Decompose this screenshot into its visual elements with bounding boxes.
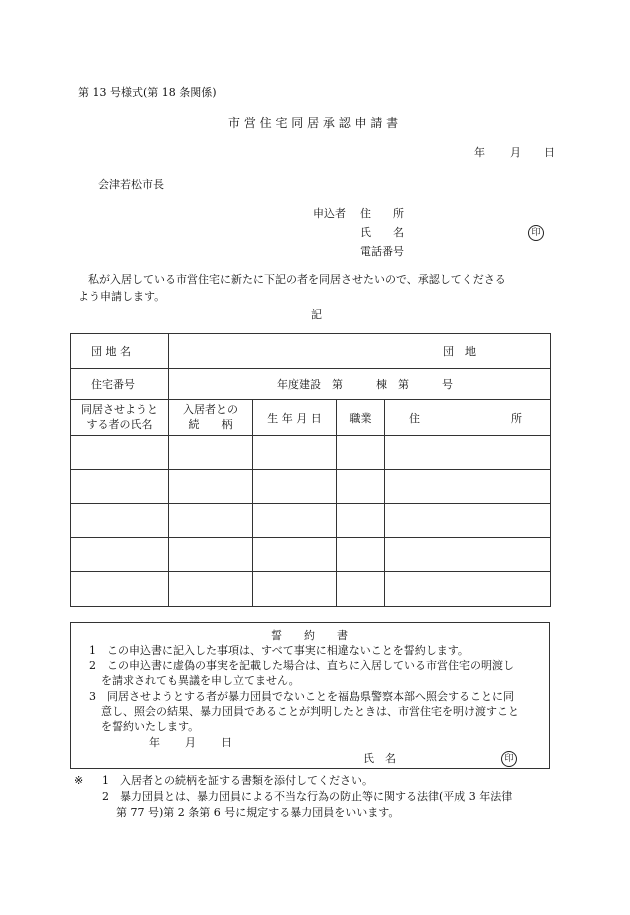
- cohabitant-name-cell[interactable]: [71, 572, 169, 607]
- applicant-label: 申込者: [313, 207, 346, 220]
- table-row: [71, 504, 551, 538]
- date-month: 月: [510, 146, 521, 159]
- relationship-cell[interactable]: [169, 538, 253, 572]
- notes-mark: ※: [74, 774, 84, 787]
- danchi-name-field[interactable]: [169, 334, 551, 369]
- pledge-item-3-line1: 3 同居させようとする者が暴力団員でないことを福島県警察本部へ照会することに同: [89, 690, 514, 703]
- birthdate-cell[interactable]: [253, 436, 337, 470]
- body-text-line2: よう申請します。: [78, 290, 166, 303]
- note-1: 1 入居者との続柄を証する書類を添付してください。: [102, 774, 373, 787]
- occupation-cell[interactable]: [337, 436, 385, 470]
- body-text-line1: 私が入居している市営住宅に新たに下記の者を同居させたいので、承認してくださる: [88, 273, 506, 286]
- birthdate-cell[interactable]: [253, 538, 337, 572]
- relationship-cell[interactable]: [169, 436, 253, 470]
- birthdate-cell[interactable]: [253, 504, 337, 538]
- pledge-date-month: 月: [185, 736, 196, 749]
- note-2-line2: 第 77 号)第 2 条第 6 号に規定する暴力団員をいいます。: [116, 806, 400, 819]
- cohabitant-name-cell[interactable]: [71, 538, 169, 572]
- pledge-item-3-line2: 意し、照会の結果、暴力団員であることが判明したときは、市営住宅を明け渡すこと: [101, 705, 519, 718]
- pledge-item-2-line1: 2 この申込書に虚偽の事実を記載した場合は、直ちに入居している市営住宅の明渡し: [89, 659, 514, 672]
- address-cell[interactable]: [385, 538, 551, 572]
- house-number-field[interactable]: [169, 369, 551, 400]
- relationship-cell[interactable]: [169, 504, 253, 538]
- pledge-item-2-line2: を請求されても異議を申し立てません。: [101, 674, 300, 687]
- occupation-cell[interactable]: [337, 538, 385, 572]
- cohabitant-name-header: 同居させようと する者の氏名: [71, 400, 169, 436]
- pledge-date-year: 年: [149, 736, 160, 749]
- occupation-cell[interactable]: [337, 504, 385, 538]
- occupation-cell[interactable]: [337, 572, 385, 607]
- pledge-title: 誓 約 書: [271, 629, 348, 642]
- pledge-item-3-line3: を誓約いたします。: [101, 720, 200, 733]
- table-header-row: [71, 400, 551, 436]
- danchi-suffix: 団 地: [443, 345, 476, 358]
- pledge-item-1: 1 この申込書に記入した事項は、すべて事実に相違ないことを誓約します。: [89, 644, 469, 657]
- applicant-seal-icon: 印: [528, 225, 544, 241]
- birthdate-cell[interactable]: [253, 572, 337, 607]
- birthdate-cell[interactable]: [253, 470, 337, 504]
- date-day: 日: [544, 146, 555, 159]
- table-row: [71, 538, 551, 572]
- occupation-cell[interactable]: [337, 470, 385, 504]
- date-year: 年: [474, 146, 485, 159]
- applicant-phone-label: 電話番号: [360, 245, 404, 258]
- cohabitant-name-cell[interactable]: [71, 504, 169, 538]
- relationship-cell[interactable]: [169, 572, 253, 607]
- page-title: 市 営 住 宅 同 居 承 認 申 請 書: [228, 116, 399, 130]
- table-row: [71, 436, 551, 470]
- ki-label: 記: [311, 308, 322, 321]
- address-cell[interactable]: [385, 504, 551, 538]
- cohabitant-table: [70, 333, 551, 607]
- address-cell[interactable]: [385, 470, 551, 504]
- house-number-value: 年度建設 第 棟 第 号: [277, 378, 453, 391]
- table-row: [71, 470, 551, 504]
- address-cell[interactable]: [385, 436, 551, 470]
- pledge-name-label: 氏 名: [363, 752, 396, 765]
- note-2-line1: 2 暴力団員とは、暴力団員による不当な行為の防止等に関する法律(平成 3 年法律: [102, 790, 513, 803]
- address-header: 住 所: [385, 400, 551, 436]
- cohabitant-name-cell[interactable]: [71, 436, 169, 470]
- relationship-header: 入居者との 続 柄: [169, 400, 253, 436]
- relationship-cell[interactable]: [169, 470, 253, 504]
- form-number: 第 13 号様式(第 18 条関係): [78, 86, 217, 99]
- occupation-header: 職業: [337, 400, 385, 436]
- applicant-name-label: 氏 名: [360, 226, 404, 239]
- birthdate-header: 生 年 月 日: [253, 400, 337, 436]
- house-number-label: 住宅番号: [71, 369, 169, 400]
- addressee: 会津若松市長: [98, 178, 164, 191]
- danchi-name-label: 団 地 名: [71, 334, 169, 369]
- pledge-date-day: 日: [221, 736, 232, 749]
- pledge-seal-icon: 印: [501, 751, 517, 767]
- cohabitant-name-cell[interactable]: [71, 470, 169, 504]
- address-cell[interactable]: [385, 572, 551, 607]
- pledge-box: [70, 622, 550, 769]
- applicant-address-label: 住 所: [360, 207, 404, 220]
- table-row: [71, 572, 551, 607]
